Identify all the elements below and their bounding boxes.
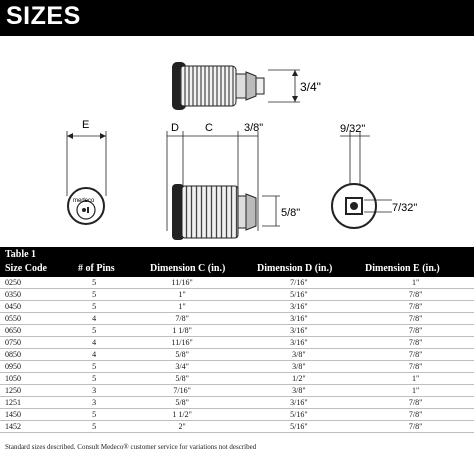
table-cell: 1050 [0,373,64,385]
table-cell: 1 1/2" [124,409,241,421]
table-cell: 1 1/8" [124,325,241,337]
dim-732-label: 7/32" [392,202,418,214]
table-cell: 5 [64,301,123,313]
table-cell: 1450 [0,409,64,421]
table-cell: 7/8" [357,361,474,373]
table-cell: 3/16" [241,301,358,313]
dim-38-label: 3/8" [244,122,264,134]
table-cell: 0750 [0,337,64,349]
table-cell: 7/8" [357,289,474,301]
table-cell: 0450 [0,301,64,313]
top-dim-label: 3/4" [300,80,321,94]
table-cell: 7/8" [357,337,474,349]
table-cell: 5 [64,325,123,337]
table-row [0,301,474,313]
table-cell: 5 [64,421,123,433]
table-cell: 5 [64,373,123,385]
section-title: SIZES [6,2,81,30]
table-cell: 4 [64,313,123,325]
table-cell: 3/8" [241,361,358,373]
table-cell: 0850 [0,349,64,361]
table-cell: 7/16" [241,277,358,289]
dim-58-label: 5/8" [281,207,301,219]
footnote: Standard sizes described. Consult Medeco® customer service for variations not described [5,443,257,451]
dim-e-label: E [82,119,90,131]
table-cell: 1452 [0,421,64,433]
table-cell: 7/8" [357,313,474,325]
col-header-dim-e: Dimension E (in.) [365,263,440,274]
front-view-drawing [67,131,106,224]
table-cell: 11/16" [124,277,241,289]
table-title: Table 1 [5,249,37,260]
sizes-table [0,247,474,433]
col-header-dim-d: Dimension D (in.) [257,263,333,274]
col-header-pins: # of Pins [78,263,115,274]
table-cell: 1" [124,289,241,301]
table-cell: 11/16" [124,337,241,349]
side-view-drawing [167,131,280,240]
table-row [0,289,474,301]
table-cell: 7/8" [357,301,474,313]
table-cell: 3/16" [241,325,358,337]
col-header-size-code: Size Code [5,263,47,274]
table-cell: 3/8" [241,349,358,361]
table-cell: 3/4" [124,361,241,373]
table-row [0,385,474,397]
table-cell: 7/8" [357,325,474,337]
table-cell: 5/16" [241,421,358,433]
table-row [0,337,474,349]
table-cell: 1" [357,277,474,289]
table-row [0,313,474,325]
lock-drawings [0,36,474,247]
table-cell: 1" [357,373,474,385]
table-cell: 5/8" [124,349,241,361]
table-cell: 5 [64,361,123,373]
dim-d-label: D [171,122,179,134]
table-cell: 4 [64,337,123,349]
table-cell: 5/16" [241,289,358,301]
table-row [0,421,474,433]
table-cell: 5 [64,409,123,421]
dim-932-label: 9/32" [340,123,366,135]
section-header [0,0,474,36]
table-cell: 7/8" [357,421,474,433]
table-cell: 5/16" [241,409,358,421]
table-row [0,397,474,409]
dim-c-label: C [205,122,213,134]
table-cell: 1/2" [241,373,358,385]
table-cell: 5 [64,289,123,301]
table-row [0,277,474,289]
table-cell: 3/8" [241,385,358,397]
sizes-table-body [0,277,474,433]
table-cell: 2" [124,421,241,433]
table-row [0,409,474,421]
table-cell: 3/16" [241,337,358,349]
table-cell: 7/8" [357,397,474,409]
rear-view-drawing [332,131,392,228]
table-cell: 1251 [0,397,64,409]
table-row [0,361,474,373]
table-cell: 5/8" [124,373,241,385]
table-cell: 3/16" [241,313,358,325]
table-cell: 5 [64,277,123,289]
table-cell: 7/8" [357,409,474,421]
table-row [0,373,474,385]
table-cell: 0250 [0,277,64,289]
table-header [0,247,474,277]
table-cell: 0950 [0,361,64,373]
table-cell: 1250 [0,385,64,397]
table-cell: 0350 [0,289,64,301]
col-header-dim-c: Dimension C (in.) [150,263,226,274]
table-cell: 5/8" [124,397,241,409]
table-cell: 4 [64,349,123,361]
top-view-drawing [172,62,300,110]
table-row [0,325,474,337]
table-cell: 1" [357,385,474,397]
table-row [0,349,474,361]
table-cell: 3 [64,397,123,409]
table-cell: 7/16" [124,385,241,397]
table-cell: 1" [124,301,241,313]
table-cell: 3 [64,385,123,397]
table-cell: 7/8" [357,349,474,361]
table-cell: 0550 [0,313,64,325]
table-cell: 7/8" [124,313,241,325]
table-cell: 3/16" [241,397,358,409]
brand-mark: medeco [73,198,95,204]
table-cell: 0650 [0,325,64,337]
